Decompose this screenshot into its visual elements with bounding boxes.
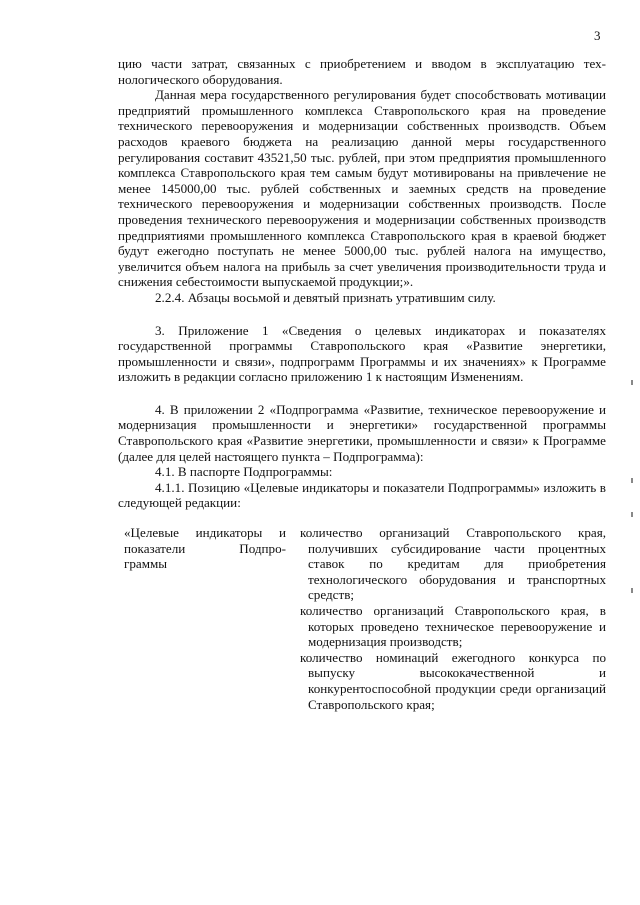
paragraph-continuation: цию части затрат, связанных с приобретением и вводом в эксплуатацию тех-нологического оборудования. <box>118 56 606 87</box>
page-number: 3 <box>594 28 601 43</box>
paragraph-regulation-measure: Данная мера государственного регулирования будет способствовать мотивации предприятий промышленного комплекса Ставропольского края на проведение технического перевооружения и модернизации собственных производств. Объем расходов краевого бюджета на реализацию данной меры государственного регулирования составит 43521,50 тыс. рублей, при этом предприятия промышленного комплекса Ставропольского края тем самым будут мотивированы на привлечение не менее 145000,00 тыс. рублей собственных и заемных средств на проведение технического перевооружения и модернизации собственных производств. После проведения технического перевооружения и модернизации собственных производств предприятиями промышленного комплекса Ставропольского края в краевой бюджет будут ежегодно поступать не менее 5000,00 тыс. рублей налога на имущество, увеличится объем налога на прибыль за счет увеличения производительности труда и снижения себестоимости выпускаемой продукции;». <box>118 87 606 290</box>
document-body <box>118 56 606 712</box>
paragraph-item-4: 4. В приложении 2 «Подпрограмма «Развитие, техническое перевооружение и модернизация промышленности и энергетики» государственной программы Ставропольского края «Развитие энергетики, промышленности и связи» к Программе (далее для целей настоящего пункта – Подпрограмма): <box>118 401 606 464</box>
paragraph-item-4-1: 4.1. В паспорте Подпрограммы: <box>155 464 333 480</box>
passport-table-label-cell <box>118 525 296 712</box>
passport-table-value-cell <box>296 525 606 712</box>
passport-table <box>118 525 606 712</box>
indicator-item: количество номинаций ежегодного конкурса по выпуску высококачественной и конкурентоспособной продукции среди организаций Ставропольского края; <box>300 649 606 712</box>
scan-margin-mark <box>631 512 633 517</box>
paragraph-item-4-1-1: 4.1.1. Позицию «Целевые индикаторы и показатели Подпрограммы» изложить в следующей редакции: <box>118 479 606 511</box>
indicator-item: количество организаций Ставропольского края, в которых проведено техническое перевооружение и модернизация производств; <box>300 603 606 650</box>
table-label-line: «Целевые индикаторы и <box>124 525 286 541</box>
scan-margin-mark <box>631 380 633 385</box>
scan-margin-mark <box>631 478 633 483</box>
table-label-line: показатели Подпро- <box>124 540 286 556</box>
table-label-line: граммы <box>124 556 168 572</box>
paragraph-item-3: 3. Приложение 1 «Сведения о целевых индикаторах и показателях государственной программы Ставропольского края «Развитие энергетики, промышленности и связи», подпрограмм Программы и их значениях» к Программе изложить в редакции согласно приложению 1 к настоящим Изменениям. <box>118 322 606 385</box>
paragraph-2-2-4: 2.2.4. Абзацы восьмой и девятый признать утратившим силу. <box>155 289 496 305</box>
scan-margin-mark <box>631 588 633 593</box>
indicator-item: количество организаций Ставропольского края, получивших субсидирование части процентных ставок по кредитам для приобретения технологического оборудования и транспортных средств; <box>300 525 606 603</box>
